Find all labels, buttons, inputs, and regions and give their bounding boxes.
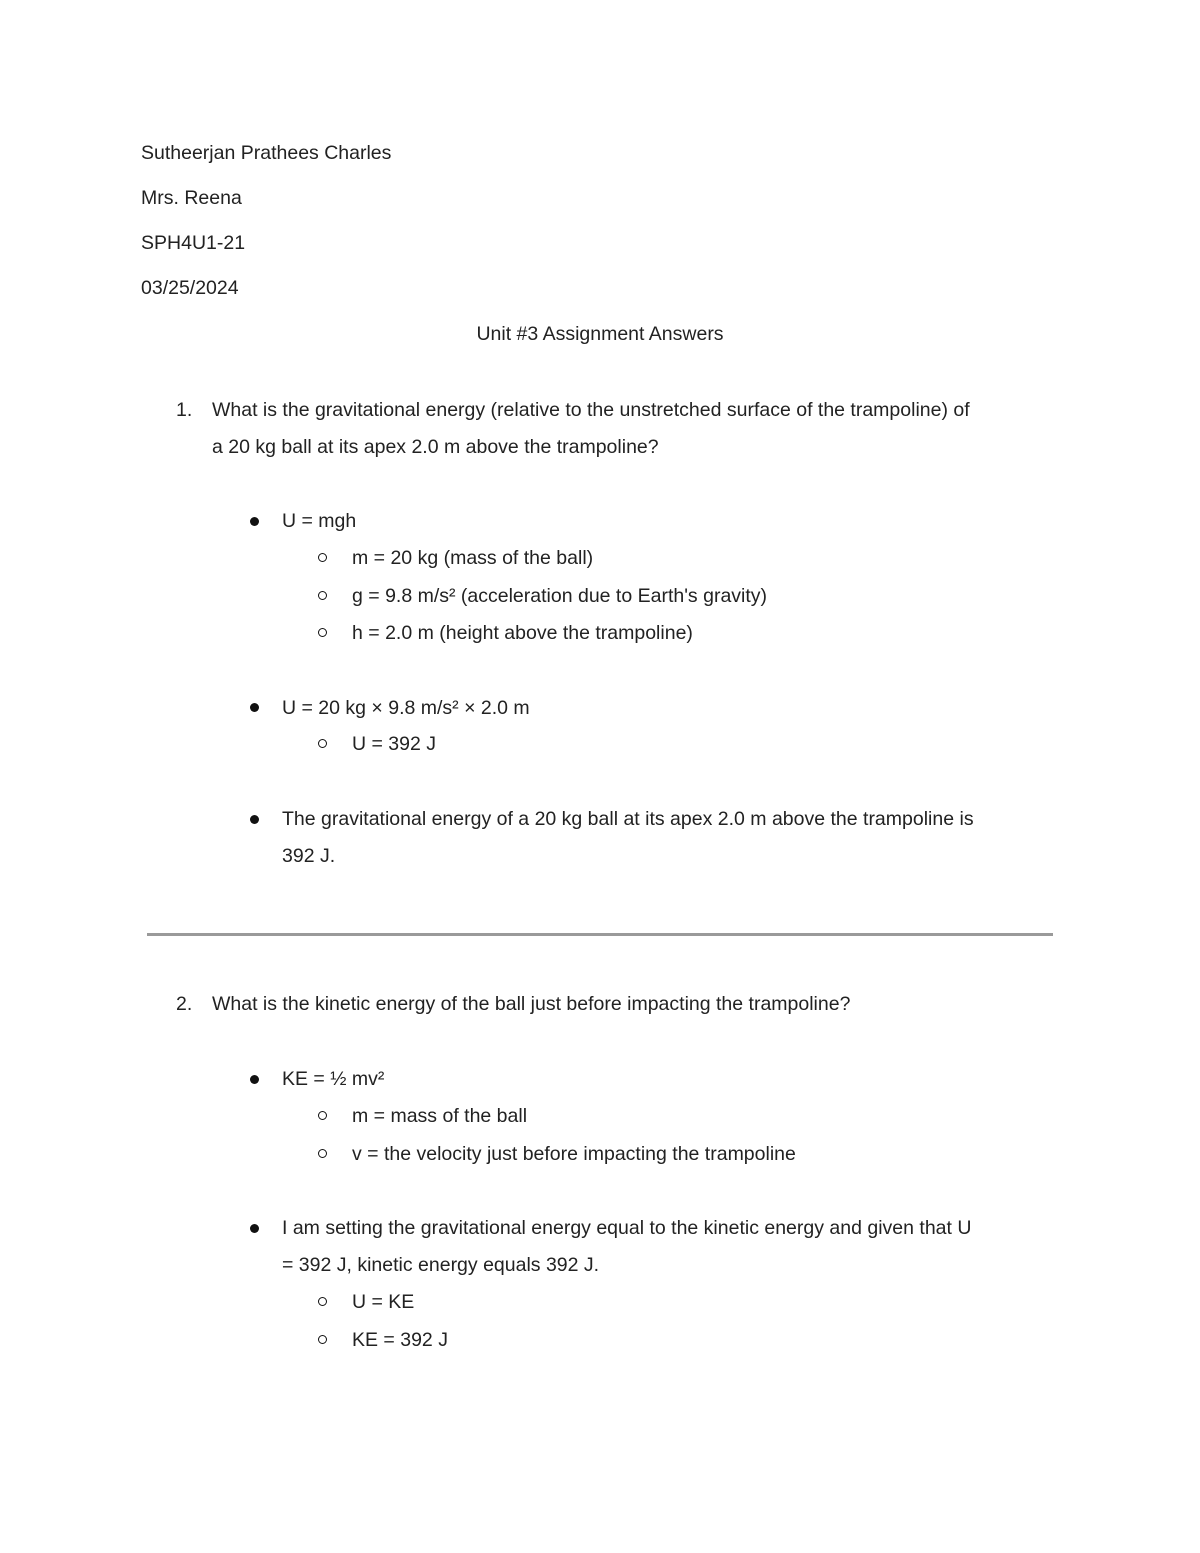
student-name: Sutheerjan Prathees Charles — [141, 142, 392, 164]
bullet-icon — [250, 1075, 259, 1084]
hollow-bullet-icon — [318, 1149, 327, 1158]
document-title: Unit #3 Assignment Answers — [476, 323, 724, 345]
q1-sub-result: U = 392 J — [352, 733, 437, 755]
teacher-name: Mrs. Reena — [141, 187, 242, 209]
question-2-text: What is the kinetic energy of the ball just before impacting the trampoline? — [212, 993, 851, 1015]
hollow-bullet-icon — [318, 1335, 327, 1344]
question-1-text-line-1: What is the gravitational energy (relative to the unstretched surface of the trampoline) of — [212, 399, 970, 421]
hollow-bullet-icon — [318, 1297, 327, 1306]
bullet-icon — [250, 517, 259, 526]
q2-explanation-line-1: I am setting the gravitational energy equal to the kinetic energy and given that U — [282, 1217, 972, 1239]
bullet-icon — [250, 815, 259, 824]
question-1-text-line-2: a 20 kg ball at its apex 2.0 m above the trampoline? — [212, 436, 659, 458]
q1-bullet-formula: U = mgh — [282, 510, 357, 532]
date: 03/25/2024 — [141, 277, 239, 299]
q2-sub-mass: m = mass of the ball — [352, 1105, 528, 1127]
question-2-number: 2. — [176, 993, 193, 1015]
q1-sub-height: h = 2.0 m (height above the trampoline) — [352, 622, 693, 644]
hollow-bullet-icon — [318, 553, 327, 562]
q2-sub-equality: U = KE — [352, 1291, 415, 1313]
hollow-bullet-icon — [318, 739, 327, 748]
q1-sub-mass: m = 20 kg (mass of the ball) — [352, 547, 594, 569]
question-1-number: 1. — [176, 399, 193, 421]
bullet-icon — [250, 703, 259, 712]
q1-bullet-substitution: U = 20 kg × 9.8 m/s² × 2.0 m — [282, 697, 530, 719]
hollow-bullet-icon — [318, 591, 327, 600]
q1-conclusion-line-1: The gravitational energy of a 20 kg ball at its apex 2.0 m above the trampoline is — [282, 808, 974, 830]
q2-sub-velocity: v = the velocity just before impacting the trampoline — [352, 1143, 796, 1165]
q2-bullet-formula: KE = ½ mv² — [282, 1068, 385, 1090]
hollow-bullet-icon — [318, 628, 327, 637]
section-divider — [147, 933, 1053, 936]
bullet-icon — [250, 1224, 259, 1233]
hollow-bullet-icon — [318, 1111, 327, 1120]
q1-conclusion-line-2: 392 J. — [282, 845, 336, 867]
q1-sub-gravity: g = 9.8 m/s² (acceleration due to Earth's gravity) — [352, 585, 768, 607]
q2-sub-result: KE = 392 J — [352, 1329, 448, 1351]
course-code: SPH4U1-21 — [141, 232, 246, 254]
q2-explanation-line-2: = 392 J, kinetic energy equals 392 J. — [282, 1254, 600, 1276]
